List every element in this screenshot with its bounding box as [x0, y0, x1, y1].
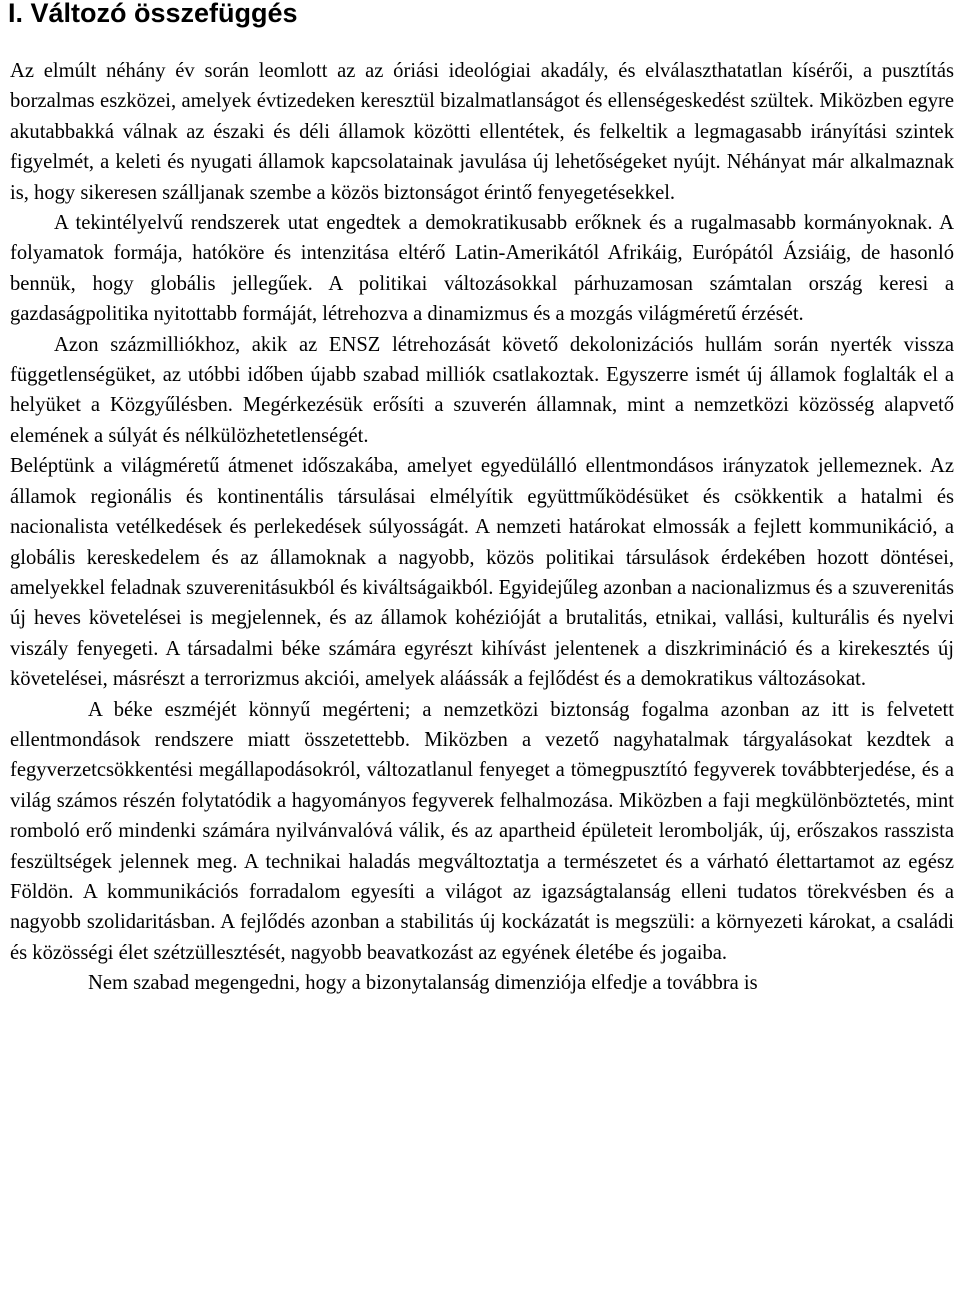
- section-heading: I. Változó összefüggés: [8, 0, 298, 28]
- paragraph: A tekintélyelvű rendszerek utat engedtek a demokratikusabb erőknek és a rugalmasabb kormányoknak. A folyamatok formája, hatóköre és intenzitása eltérő Latin-Amerikától Afrikáig, Európától Ázsiáig, de hasonló bennük, hogy globális jellegűek. A politikai változásokkal párhuzamosan számtalan ország keresi a gazdaságpolitika nyitottabb formáját, létrehozva a dinamizmus és a mozgás világméretű érzését.: [10, 212, 954, 326]
- document-body: [10, 56, 954, 999]
- paragraph: Az elmúlt néhány év során leomlott az az óriási ideológiai akadály, és elválaszthatatlan kísérői, a pusztítás borzalmas eszközei, amelyek évtizedeken keresztül bizalmatlanságot és ellenségeskedést szültek. Miközben egyre akutabbakká válnak az északi és déli államok közötti ellentétek, és felkeltik a legmagasabb irányítási szintek figyelmét, a keleti és nyugati államok kapcsolatainak javulása új lehetőségeket nyújt. Néhányat már alkalmaznak is, hogy sikeresen szálljanak szembe a közös biztonságot érintő fenyegetésekkel.: [10, 60, 954, 204]
- paragraph: Nem szabad megengedni, hogy a bizonytalanság dimenziója elfedje a továbbra is: [88, 972, 758, 995]
- paragraph: Beléptünk a világméretű átmenet időszakába, amelyet egyedülálló ellentmondásos irányzatok jellemeznek. Az államok regionális és kontinentális társulásai elmélyítik együttműködésüket és csökkentik a hatalmi és nacionalista vetélkedések és perlekedések súlyosságát. A nemzeti határokat elmossák a fejlett kommunikáció, a globális kereskedelem és az államoknak a nagyobb, közös politikai társulások érdekében hozott döntései, amelyekkel feladnak szuverenitásukból és kiváltságaikból. Egyidejűleg azonban a nacionalizmus és a szuverenitás új heves követelései is megjelennek, és az államok kohézióját a brutalitás, etnikai, vallási, kulturális és nyelvi viszály fenyegeti. A társadalmi béke számára egyrészt kihívást jelentenek a diszkrimináció és a kirekesztés új követelései, másrészt a terrorizmus akciói, amelyek aláássák a fejlődést és a demokratikus változásokat.: [10, 455, 954, 691]
- paragraph: A béke eszméjét könnyű megérteni; a nemzetközi biztonság fogalma azonban az itt is felvetett ellentmondások rendszere miatt összetettebb. Miközben a vezető nagyhatalmak tárgyalásokat kezdtek a fegyverzetcsökkentési megállapodásokról, változatlanul fenyeget a tömegpusztító fegyverek továbbterjedése, és a világ számos részén folytatódik a hagyományos fegyverek felhalmozása. Miközben a faji megkülönböztetés, mint romboló erő mindenki számára nyilvánvalóvá válik, és az apartheid épületeit lerombolják, új, erőszakos rasszista feszültségek jelennek meg. A technikai haladás megváltoztatja a természetet és a várható élettartamot az egész Földön. A kommunikációs forradalom egyesíti a világot az igazságtalanság elleni tudatos törekvésben és a nagyobb szolidaritásban. A fejlődés azonban a stabilitás új kockázatát is megszüli: a környezeti károkat, a családi és közösségi élet szétzüllesztését, nagyobb beavatkozást az egyének életébe és jogaiba.: [10, 698, 954, 964]
- paragraph: Azon százmilliókhoz, akik az ENSZ létrehozását követő dekolonizációs hullám során nyerték vissza függetlenségüket, az utóbbi időben újabb szabad milliók csatlakoztak. Egyszerre ismét új államok foglalták el a helyüket a Közgyűlésben. Megérkezésük erősíti a szuverén államnak, mint a nemzetközi közösség alapvető elemének a súlyát és nélkülözhetetlenségét.: [10, 333, 954, 447]
